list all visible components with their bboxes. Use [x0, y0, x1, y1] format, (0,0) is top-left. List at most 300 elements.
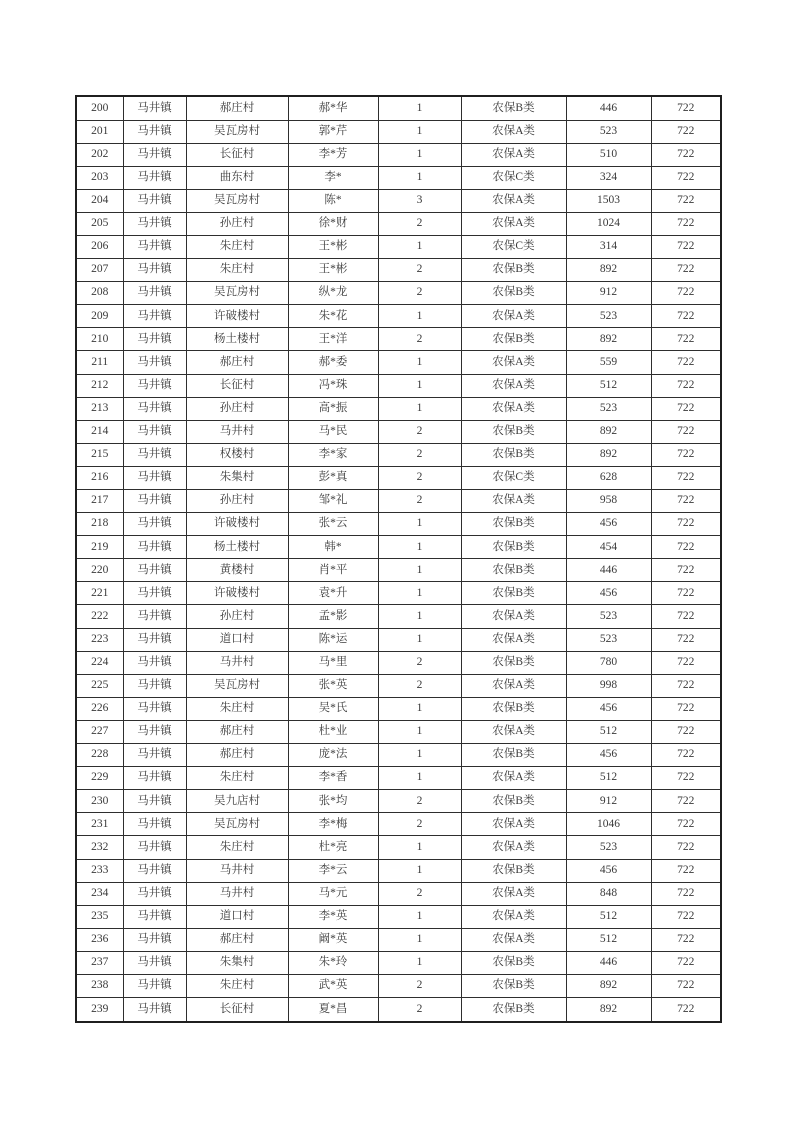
cell-amount: 892 [566, 443, 651, 466]
cell-standard: 722 [651, 651, 721, 674]
cell-count: 1 [378, 928, 461, 951]
cell-standard: 722 [651, 328, 721, 351]
cell-count: 1 [378, 836, 461, 859]
cell-insurance-category: 农保A类 [461, 674, 566, 697]
cell-person-name: 陈* [288, 189, 378, 212]
cell-town: 马井镇 [123, 720, 186, 743]
cell-count: 1 [378, 582, 461, 605]
cell-count: 1 [378, 628, 461, 651]
cell-town: 马井镇 [123, 582, 186, 605]
table-row [76, 928, 721, 951]
cell-amount: 1503 [566, 189, 651, 212]
cell-amount: 1024 [566, 212, 651, 235]
cell-standard: 722 [651, 813, 721, 836]
cell-amount: 446 [566, 96, 651, 120]
cell-person-name: 杜*亮 [288, 836, 378, 859]
cell-village: 吴瓦房村 [186, 813, 288, 836]
cell-standard: 722 [651, 928, 721, 951]
benefit-roster-table [75, 95, 722, 1023]
cell-town: 马井镇 [123, 674, 186, 697]
cell-standard: 722 [651, 836, 721, 859]
cell-person-name: 夏*昌 [288, 998, 378, 1022]
cell-amount: 912 [566, 790, 651, 813]
cell-person-name: 杜*业 [288, 720, 378, 743]
cell-town: 马井镇 [123, 420, 186, 443]
cell-person-name: 王*彬 [288, 235, 378, 258]
cell-count: 2 [378, 651, 461, 674]
table-row [76, 767, 721, 790]
table-row [76, 189, 721, 212]
cell-town: 马井镇 [123, 905, 186, 928]
cell-village: 朱庄村 [186, 259, 288, 282]
table-row [76, 836, 721, 859]
cell-person-name: 李*梅 [288, 813, 378, 836]
cell-count: 1 [378, 397, 461, 420]
cell-village: 朱庄村 [186, 697, 288, 720]
cell-serial-number: 236 [76, 928, 123, 951]
cell-standard: 722 [651, 490, 721, 513]
cell-serial-number: 216 [76, 466, 123, 489]
cell-standard: 722 [651, 859, 721, 882]
cell-village: 吴瓦房村 [186, 189, 288, 212]
cell-serial-number: 215 [76, 443, 123, 466]
cell-standard: 722 [651, 790, 721, 813]
cell-serial-number: 220 [76, 559, 123, 582]
cell-amount: 892 [566, 420, 651, 443]
table-row [76, 212, 721, 235]
cell-amount: 892 [566, 974, 651, 997]
cell-serial-number: 206 [76, 235, 123, 258]
cell-standard: 722 [651, 882, 721, 905]
cell-serial-number: 219 [76, 536, 123, 559]
cell-village: 马井村 [186, 651, 288, 674]
cell-town: 马井镇 [123, 651, 186, 674]
cell-insurance-category: 农保B类 [461, 420, 566, 443]
cell-standard: 722 [651, 720, 721, 743]
cell-town: 马井镇 [123, 813, 186, 836]
cell-town: 马井镇 [123, 951, 186, 974]
cell-town: 马井镇 [123, 836, 186, 859]
table-row [76, 720, 721, 743]
table-row [76, 605, 721, 628]
cell-serial-number: 221 [76, 582, 123, 605]
cell-insurance-category: 农保B类 [461, 697, 566, 720]
cell-amount: 892 [566, 998, 651, 1022]
cell-town: 马井镇 [123, 928, 186, 951]
cell-village: 曲东村 [186, 166, 288, 189]
cell-village: 许破楼村 [186, 513, 288, 536]
cell-village: 吴瓦房村 [186, 282, 288, 305]
cell-town: 马井镇 [123, 397, 186, 420]
cell-person-name: 马*里 [288, 651, 378, 674]
cell-amount: 456 [566, 582, 651, 605]
cell-serial-number: 210 [76, 328, 123, 351]
cell-village: 郝庄村 [186, 928, 288, 951]
cell-standard: 722 [651, 628, 721, 651]
cell-amount: 314 [566, 235, 651, 258]
cell-amount: 456 [566, 513, 651, 536]
cell-insurance-category: 农保C类 [461, 466, 566, 489]
cell-serial-number: 207 [76, 259, 123, 282]
cell-person-name: 武*英 [288, 974, 378, 997]
cell-insurance-category: 农保C类 [461, 166, 566, 189]
cell-town: 马井镇 [123, 305, 186, 328]
cell-village: 道口村 [186, 628, 288, 651]
cell-village: 郝庄村 [186, 744, 288, 767]
cell-count: 2 [378, 466, 461, 489]
cell-count: 1 [378, 559, 461, 582]
cell-town: 马井镇 [123, 466, 186, 489]
cell-standard: 722 [651, 259, 721, 282]
cell-insurance-category: 农保B类 [461, 790, 566, 813]
cell-amount: 1046 [566, 813, 651, 836]
cell-insurance-category: 农保A类 [461, 628, 566, 651]
cell-town: 马井镇 [123, 490, 186, 513]
cell-amount: 512 [566, 905, 651, 928]
cell-insurance-category: 农保B类 [461, 651, 566, 674]
cell-town: 马井镇 [123, 212, 186, 235]
table-row [76, 282, 721, 305]
cell-amount: 446 [566, 559, 651, 582]
cell-count: 1 [378, 120, 461, 143]
cell-village: 许破楼村 [186, 305, 288, 328]
table-row [76, 744, 721, 767]
cell-serial-number: 205 [76, 212, 123, 235]
cell-standard: 722 [651, 974, 721, 997]
cell-person-name: 李*家 [288, 443, 378, 466]
cell-insurance-category: 农保A类 [461, 351, 566, 374]
table-body [76, 96, 721, 1022]
cell-serial-number: 239 [76, 998, 123, 1022]
cell-town: 马井镇 [123, 882, 186, 905]
cell-insurance-category: 农保B类 [461, 559, 566, 582]
cell-insurance-category: 农保B类 [461, 536, 566, 559]
cell-count: 2 [378, 974, 461, 997]
cell-serial-number: 217 [76, 490, 123, 513]
table-row [76, 420, 721, 443]
cell-count: 1 [378, 720, 461, 743]
cell-insurance-category: 农保B类 [461, 582, 566, 605]
cell-amount: 998 [566, 674, 651, 697]
cell-serial-number: 223 [76, 628, 123, 651]
cell-village: 朱庄村 [186, 767, 288, 790]
table-row [76, 674, 721, 697]
cell-town: 马井镇 [123, 351, 186, 374]
cell-amount: 523 [566, 305, 651, 328]
cell-serial-number: 234 [76, 882, 123, 905]
cell-insurance-category: 农保A类 [461, 212, 566, 235]
cell-serial-number: 227 [76, 720, 123, 743]
cell-village: 马井村 [186, 859, 288, 882]
cell-insurance-category: 农保A类 [461, 305, 566, 328]
cell-insurance-category: 农保B类 [461, 259, 566, 282]
cell-serial-number: 235 [76, 905, 123, 928]
cell-town: 马井镇 [123, 96, 186, 120]
cell-serial-number: 204 [76, 189, 123, 212]
cell-village: 权楼村 [186, 443, 288, 466]
cell-town: 马井镇 [123, 974, 186, 997]
cell-person-name: 郝*华 [288, 96, 378, 120]
cell-village: 孙庄村 [186, 397, 288, 420]
cell-person-name: 马*民 [288, 420, 378, 443]
cell-town: 马井镇 [123, 790, 186, 813]
cell-person-name: 李*芳 [288, 143, 378, 166]
cell-count: 2 [378, 212, 461, 235]
cell-serial-number: 229 [76, 767, 123, 790]
cell-count: 1 [378, 351, 461, 374]
cell-person-name: 袁*升 [288, 582, 378, 605]
cell-village: 长征村 [186, 998, 288, 1022]
table-row [76, 351, 721, 374]
cell-count: 2 [378, 259, 461, 282]
cell-count: 1 [378, 767, 461, 790]
cell-standard: 722 [651, 559, 721, 582]
cell-village: 郝庄村 [186, 351, 288, 374]
cell-insurance-category: 农保A类 [461, 143, 566, 166]
cell-insurance-category: 农保A类 [461, 397, 566, 420]
cell-count: 2 [378, 328, 461, 351]
cell-village: 许破楼村 [186, 582, 288, 605]
table-row [76, 374, 721, 397]
cell-standard: 722 [651, 582, 721, 605]
cell-amount: 454 [566, 536, 651, 559]
cell-person-name: 马*元 [288, 882, 378, 905]
cell-standard: 722 [651, 767, 721, 790]
cell-count: 2 [378, 674, 461, 697]
table-row [76, 235, 721, 258]
cell-town: 马井镇 [123, 282, 186, 305]
cell-town: 马井镇 [123, 697, 186, 720]
cell-village: 朱庄村 [186, 235, 288, 258]
cell-village: 郝庄村 [186, 720, 288, 743]
cell-standard: 722 [651, 374, 721, 397]
cell-insurance-category: 农保B类 [461, 282, 566, 305]
cell-insurance-category: 农保A类 [461, 767, 566, 790]
cell-insurance-category: 农保A类 [461, 605, 566, 628]
cell-village: 孙庄村 [186, 490, 288, 513]
cell-count: 2 [378, 813, 461, 836]
cell-person-name: 彭*真 [288, 466, 378, 489]
cell-serial-number: 201 [76, 120, 123, 143]
table-row [76, 259, 721, 282]
cell-amount: 446 [566, 951, 651, 974]
cell-standard: 722 [651, 120, 721, 143]
cell-amount: 512 [566, 928, 651, 951]
cell-town: 马井镇 [123, 374, 186, 397]
cell-serial-number: 226 [76, 697, 123, 720]
cell-serial-number: 211 [76, 351, 123, 374]
cell-person-name: 吴*氏 [288, 697, 378, 720]
table-row [76, 790, 721, 813]
cell-serial-number: 202 [76, 143, 123, 166]
cell-amount: 523 [566, 628, 651, 651]
table-row [76, 974, 721, 997]
cell-insurance-category: 农保B类 [461, 998, 566, 1022]
cell-town: 马井镇 [123, 998, 186, 1022]
cell-insurance-category: 农保A类 [461, 189, 566, 212]
cell-count: 1 [378, 859, 461, 882]
cell-standard: 722 [651, 697, 721, 720]
cell-count: 1 [378, 235, 461, 258]
cell-standard: 722 [651, 166, 721, 189]
cell-serial-number: 222 [76, 605, 123, 628]
cell-village: 朱集村 [186, 466, 288, 489]
cell-person-name: 李*香 [288, 767, 378, 790]
cell-town: 马井镇 [123, 235, 186, 258]
cell-count: 1 [378, 744, 461, 767]
cell-serial-number: 224 [76, 651, 123, 674]
cell-insurance-category: 农保B类 [461, 96, 566, 120]
cell-standard: 722 [651, 143, 721, 166]
cell-standard: 722 [651, 513, 721, 536]
cell-amount: 958 [566, 490, 651, 513]
cell-serial-number: 231 [76, 813, 123, 836]
table-row [76, 813, 721, 836]
cell-town: 马井镇 [123, 628, 186, 651]
cell-serial-number: 238 [76, 974, 123, 997]
cell-count: 1 [378, 513, 461, 536]
cell-person-name: 郭*芹 [288, 120, 378, 143]
cell-village: 朱庄村 [186, 974, 288, 997]
cell-count: 1 [378, 605, 461, 628]
cell-amount: 512 [566, 720, 651, 743]
cell-insurance-category: 农保A类 [461, 120, 566, 143]
cell-town: 马井镇 [123, 328, 186, 351]
table-row [76, 305, 721, 328]
cell-village: 马井村 [186, 882, 288, 905]
cell-serial-number: 230 [76, 790, 123, 813]
cell-person-name: 孟*影 [288, 605, 378, 628]
cell-standard: 722 [651, 905, 721, 928]
table-row [76, 490, 721, 513]
cell-standard: 722 [651, 189, 721, 212]
cell-count: 2 [378, 998, 461, 1022]
cell-standard: 722 [651, 397, 721, 420]
cell-count: 2 [378, 443, 461, 466]
cell-insurance-category: 农保B类 [461, 951, 566, 974]
cell-serial-number: 237 [76, 951, 123, 974]
cell-person-name: 李*云 [288, 859, 378, 882]
cell-count: 1 [378, 374, 461, 397]
cell-standard: 722 [651, 351, 721, 374]
cell-insurance-category: 农保A类 [461, 836, 566, 859]
cell-amount: 848 [566, 882, 651, 905]
cell-amount: 512 [566, 767, 651, 790]
cell-serial-number: 233 [76, 859, 123, 882]
cell-amount: 628 [566, 466, 651, 489]
cell-serial-number: 232 [76, 836, 123, 859]
cell-town: 马井镇 [123, 559, 186, 582]
cell-count: 2 [378, 490, 461, 513]
table-row [76, 559, 721, 582]
cell-serial-number: 228 [76, 744, 123, 767]
cell-insurance-category: 农保B类 [461, 328, 566, 351]
cell-village: 郝庄村 [186, 96, 288, 120]
cell-person-name: 王*洋 [288, 328, 378, 351]
cell-serial-number: 213 [76, 397, 123, 420]
cell-village: 吴九店村 [186, 790, 288, 813]
cell-town: 马井镇 [123, 513, 186, 536]
cell-serial-number: 200 [76, 96, 123, 120]
table-row [76, 96, 721, 120]
cell-standard: 722 [651, 305, 721, 328]
cell-serial-number: 209 [76, 305, 123, 328]
cell-town: 马井镇 [123, 767, 186, 790]
cell-amount: 456 [566, 744, 651, 767]
cell-person-name: 冯*珠 [288, 374, 378, 397]
cell-person-name: 李* [288, 166, 378, 189]
cell-serial-number: 214 [76, 420, 123, 443]
cell-amount: 523 [566, 120, 651, 143]
table-row [76, 328, 721, 351]
cell-village: 杨土楼村 [186, 536, 288, 559]
cell-amount: 523 [566, 605, 651, 628]
cell-amount: 456 [566, 697, 651, 720]
cell-insurance-category: 农保A类 [461, 720, 566, 743]
cell-amount: 523 [566, 836, 651, 859]
cell-insurance-category: 农保A类 [461, 490, 566, 513]
table-row [76, 582, 721, 605]
cell-count: 2 [378, 790, 461, 813]
cell-serial-number: 225 [76, 674, 123, 697]
cell-person-name: 纵*龙 [288, 282, 378, 305]
cell-person-name: 张*云 [288, 513, 378, 536]
cell-count: 1 [378, 951, 461, 974]
cell-insurance-category: 农保A类 [461, 882, 566, 905]
table-row [76, 951, 721, 974]
cell-person-name: 郝*委 [288, 351, 378, 374]
cell-standard: 722 [651, 605, 721, 628]
cell-standard: 722 [651, 212, 721, 235]
table-row [76, 905, 721, 928]
cell-amount: 512 [566, 374, 651, 397]
cell-town: 马井镇 [123, 120, 186, 143]
table-row [76, 397, 721, 420]
table-row [76, 143, 721, 166]
cell-village: 孙庄村 [186, 605, 288, 628]
cell-village: 长征村 [186, 374, 288, 397]
cell-person-name: 王*彬 [288, 259, 378, 282]
cell-standard: 722 [651, 951, 721, 974]
cell-count: 1 [378, 143, 461, 166]
cell-standard: 722 [651, 96, 721, 120]
table-row [76, 513, 721, 536]
table-row [76, 466, 721, 489]
table-row [76, 166, 721, 189]
cell-serial-number: 208 [76, 282, 123, 305]
cell-town: 马井镇 [123, 143, 186, 166]
cell-insurance-category: 农保A类 [461, 813, 566, 836]
cell-person-name: 韩* [288, 536, 378, 559]
cell-standard: 722 [651, 536, 721, 559]
table-row [76, 998, 721, 1022]
table-row [76, 882, 721, 905]
cell-person-name: 邹*礼 [288, 490, 378, 513]
cell-amount: 559 [566, 351, 651, 374]
cell-insurance-category: 农保A类 [461, 905, 566, 928]
cell-person-name: 张*英 [288, 674, 378, 697]
cell-village: 孙庄村 [186, 212, 288, 235]
cell-serial-number: 212 [76, 374, 123, 397]
table-row [76, 120, 721, 143]
cell-amount: 456 [566, 859, 651, 882]
cell-amount: 510 [566, 143, 651, 166]
table-row [76, 443, 721, 466]
cell-amount: 523 [566, 397, 651, 420]
cell-village: 道口村 [186, 905, 288, 928]
cell-standard: 722 [651, 282, 721, 305]
cell-count: 3 [378, 189, 461, 212]
